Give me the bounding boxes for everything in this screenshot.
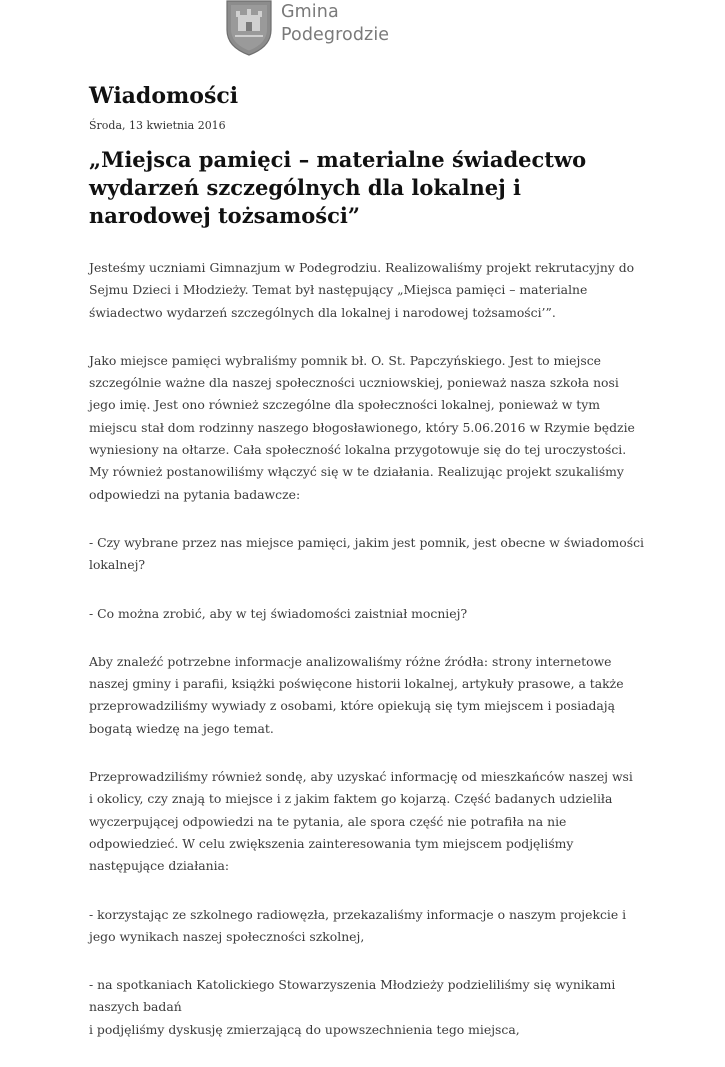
paragraph: - Co można zrobić, aby w tej świadomości zaistniał mocniej? [89,605,468,621]
paragraph: - na spotkaniach Katolickiego Stowarzyszenia Młodzieży podzieliliśmy się wynikami naszych badań i podjęliśmy dyskusję zmierzającą do upowszechnienia tego miejsca, [89,977,616,1037]
logo-line-1: Gmina [281,2,339,22]
logo-text [281,1,389,47]
paragraph: Jesteśmy uczniami Gimnazjum w Podegrodziu. Realizowaliśmy projekt rekrutacyjny do Sejmu Dzieci i Młodzieży. Temat był następujący „Miejsca pamięci – materialne świadectwo wydarzeń szczególnych dla lokalnej i narodowej tożsamości’”. [89,260,635,320]
logo-line-2: Podegrodzie [281,25,390,45]
paragraph: Aby znaleźć potrzebne informacje analizowaliśmy różne źródła: strony internetowe naszej gminy i parafii, książki poświęcone historii lokalnej, artykuły prasowe, a także przeprowadziliśmy wywiady z osobami, które opiekują się tym miejscem i posiadają bogatą wiedzę na jego temat. [89,653,624,736]
section-title: Wiadomości [89,83,239,109]
page-header [0,0,725,60]
paragraph: Przeprowadziliśmy również sondę, aby uzyskać informację od mieszkańców naszej wsi i okolicy, czy znają to miejsce i z jakim faktem go kojarzą. Część badanych udzieliła wyczerpującej odpowiedzi na te pytania, ale spora część nie potrafiła na nie odpowiedzieć. W celu zwiększenia zainteresowania tym miejscem podjęliśmy następujące działania: [89,769,633,874]
paragraph: Jako miejsce pamięci wybraliśmy pomnik bł. O. St. Papczyńskiego. Jest to miejsce szczególnie ważne dla naszej społeczności uczniowskiej, ponieważ nasza szkoła nosi jego imię. Jest ono również szczególne dla społeczności lokalnej, ponieważ w tym miejscu stał dom rodzinny naszego błogosławionego, który 5.06.2016 w Rzymie będzie wyniesiony na ołtarze. Cała społeczność lokalna przygotowuje się do tej uroczystości. My również postanowiliśmy włączyć się w te działania. Realizując projekt szukaliśmy odpowiedzi na pytania badawcze: [89,352,635,502]
article-body [89,257,649,1041]
paragraph: - Czy wybrane przez nas miejsce pamięci, jakim jest pomnik, jest obecne w świadomości lokalnej? [89,534,645,573]
coat-of-arms-icon [226,0,272,56]
paragraph: - korzystając ze szkolnego radiowęzła, przekazaliśmy informacje o naszym projekcie i jego wynikach naszej społeczności szkolnej, [89,906,627,944]
site-logo[interactable] [226,0,389,56]
main-content [89,80,649,1067]
article-date: Środa, 13 kwietnia 2016 [89,119,226,132]
article-title: „Miejsca pamięci – materialne świadectwo wydarzeń szczególnych dla lokalnej i narodowej tożsamości” [89,147,587,228]
